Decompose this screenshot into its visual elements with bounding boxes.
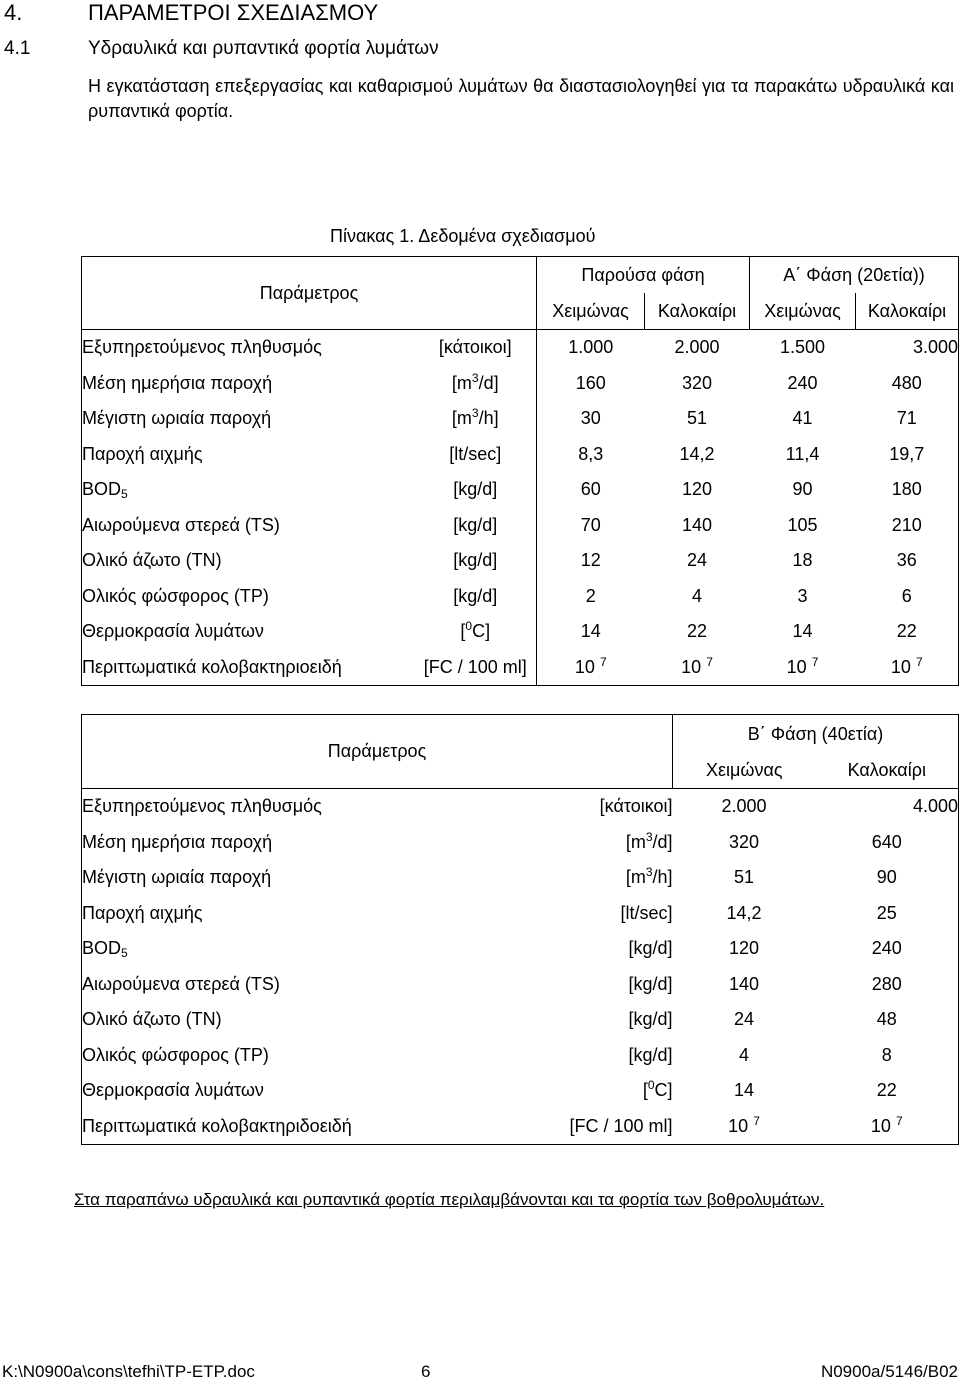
winter-header: Χειμώνας: [673, 753, 816, 789]
table-row: [82, 614, 959, 650]
section-title: ΠΑΡΑΜΕΤΡΟΙ ΣΧΕΔΙΑΣΜΟΥ: [88, 0, 379, 25]
value-cell: 2: [537, 579, 645, 615]
value-cell: 51: [687, 408, 708, 429]
param-name: Μέγιστη ωριαία παροχή: [82, 860, 515, 896]
table-row: [82, 1038, 959, 1074]
param-unit: [lt/sec]: [620, 902, 673, 923]
value-cell: 90: [792, 479, 813, 500]
param-unit: [lt/sec]: [449, 443, 502, 464]
value-cell: 10 $^7$: [537, 650, 645, 686]
table-row: [82, 508, 959, 544]
value-cell: 8,3: [537, 437, 645, 473]
table-row: [82, 437, 959, 473]
value-cell: 10 $^7$: [816, 1109, 959, 1145]
value-cell: 480: [856, 366, 959, 402]
param-name: Μέση ημερήσια παροχή: [82, 825, 515, 861]
value-cell: 140: [681, 514, 713, 535]
caption-text: Δεδομένα σχεδιασμού: [418, 226, 596, 246]
value-cell: 48: [816, 1002, 959, 1038]
param-unit: [$^0$C]: [460, 619, 491, 642]
table-caption: [330, 226, 596, 247]
value-cell: 36: [856, 543, 959, 579]
table-row: [82, 931, 959, 967]
value-cell: 22: [816, 1073, 959, 1109]
value-cell: 14,2: [679, 443, 715, 464]
design-data-table-1: [81, 256, 959, 686]
table-row: [82, 330, 959, 366]
param-unit: [kg/d]: [453, 585, 498, 606]
param-name: $BOD_5$: [82, 931, 515, 967]
param-unit: [FC / 100 ml]: [415, 650, 537, 686]
value-cell: 4: [739, 1044, 750, 1065]
value-cell: 640: [816, 825, 959, 861]
param-name: Αιωρούμενα στερεά (TS): [82, 508, 415, 544]
footer-document-code: N0900a/5146/B02: [820, 1362, 958, 1381]
value-cell: 6: [856, 579, 959, 615]
table-row: [82, 825, 959, 861]
value-cell: 14,2: [726, 902, 762, 923]
param-name: Ολικό άζωτο (TN): [82, 1002, 515, 1038]
value-cell: 10 $^7$: [856, 650, 959, 686]
value-cell: 30: [537, 401, 645, 437]
param-name: Περιττωματικά κολοβακτηριοειδή: [82, 650, 415, 686]
design-data-table-2: [81, 714, 959, 1145]
param-name: Ολικός φώσφορος (TP): [82, 1038, 515, 1074]
param-unit: [κάτοικοι]: [415, 330, 537, 366]
table-row: [82, 789, 959, 825]
param-name: Ολικό άζωτο (TN): [82, 543, 415, 579]
value-cell: 14: [537, 614, 645, 650]
footer-file-path: K:\N0900a\cons\tefhi\TP-ETP.doc: [2, 1362, 255, 1381]
caption-label: Πίνακας 1.: [330, 226, 415, 246]
value-cell: 120: [681, 479, 713, 500]
value-cell: 1.000: [537, 330, 645, 366]
section-number: 4.: [4, 0, 23, 25]
value-cell: 10 $^7$: [750, 650, 856, 686]
param-name: Μέση ημερήσια παροχή: [82, 366, 415, 402]
param-unit: [kg/d]: [628, 1009, 673, 1030]
table-row: [82, 1002, 959, 1038]
param-name: Θερμοκρασία λυμάτων: [82, 614, 415, 650]
summer-header: Καλοκαίρι: [645, 293, 750, 330]
value-cell: 22: [687, 621, 708, 642]
param-name: Μέγιστη ωριαία παροχή: [82, 401, 415, 437]
table-note: Στα παραπάνω υδραυλικά και ρυπαντικά φορτία περιλαμβάνονται και τα φορτία των βοθρολυμάτων.: [74, 1190, 825, 1209]
value-cell: 19,7: [856, 437, 959, 473]
value-cell: 140: [728, 973, 760, 994]
table-row: [82, 896, 959, 932]
value-cell: 14: [734, 1080, 755, 1101]
value-cell: 10 $^7$: [673, 1109, 816, 1145]
param-name: Θερμοκρασία λυμάτων: [82, 1073, 515, 1109]
value-cell: 1.500: [750, 330, 856, 366]
param-unit: [kg/d]: [628, 1044, 673, 1065]
winter-header: Χειμώνας: [537, 293, 645, 330]
param-unit: [$^0$C]: [642, 1078, 673, 1101]
param-unit: $[m^3/h]$: [451, 406, 499, 429]
value-cell: 22: [856, 614, 959, 650]
param-name: Εξυπηρετούμενος πληθυσμός: [82, 330, 415, 366]
table-row: [82, 650, 959, 686]
table-header-row: [82, 257, 959, 294]
section-heading: [4, 0, 378, 26]
value-cell: 4: [692, 585, 703, 606]
value-cell: 320: [681, 372, 713, 393]
summer-header: Καλοκαίρι: [816, 753, 959, 789]
param-unit: [kg/d]: [453, 550, 498, 571]
summer-header: Καλοκαίρι: [856, 293, 959, 330]
value-cell: 4.000: [816, 789, 959, 825]
param-header: Παράμετρος: [82, 715, 673, 789]
param-unit: [kg/d]: [453, 479, 498, 500]
param-unit: $[m^3/d]$: [451, 370, 499, 393]
value-cell: 240: [787, 372, 818, 393]
value-cell: 180: [856, 472, 959, 508]
value-cell: 105: [787, 514, 818, 535]
value-cell: 14: [792, 621, 813, 642]
value-cell: 24: [734, 1009, 755, 1030]
value-cell: 51: [734, 867, 755, 888]
winter-header: Χειμώνας: [750, 293, 856, 330]
value-cell: 280: [816, 967, 959, 1003]
subsection-title: Υδραυλικά και ρυπαντικά φορτία λυμάτων: [88, 38, 439, 59]
phase-a-header: Α΄ Φάση (20ετία)): [750, 257, 959, 294]
param-name: $BOD_5$: [82, 472, 415, 508]
table-header-row: [82, 715, 959, 754]
param-unit: [kg/d]: [628, 938, 673, 959]
table-row: [82, 401, 959, 437]
value-cell: 2.000: [645, 330, 750, 366]
param-unit: [kg/d]: [628, 973, 673, 994]
footer-page-number: 6: [421, 1362, 431, 1381]
value-cell: 8: [816, 1038, 959, 1074]
subsection-heading: [4, 38, 439, 60]
value-cell: 90: [816, 860, 959, 896]
value-cell: 41: [792, 408, 813, 429]
table-row: [82, 579, 959, 615]
param-name: Αιωρούμενα στερεά (TS): [82, 967, 515, 1003]
phase-current-header: Παρούσα φάση: [537, 257, 750, 294]
param-unit: [kg/d]: [453, 514, 498, 535]
param-name: Εξυπηρετούμενος πληθυσμός: [82, 789, 515, 825]
table-row: [82, 472, 959, 508]
phase-b-header: Β΄ Φάση (40ετία): [673, 715, 959, 754]
param-unit: $[m^3/d]$: [625, 829, 673, 852]
value-cell: 3: [797, 585, 808, 606]
value-cell: 2.000: [673, 789, 816, 825]
value-cell: 12: [537, 543, 645, 579]
table-row: [82, 366, 959, 402]
param-name: Περιττωματικά κολοβακτηριδοειδή: [82, 1109, 515, 1145]
value-cell: 160: [537, 366, 645, 402]
value-cell: 60: [537, 472, 645, 508]
param-name: Παροχή αιχμής: [82, 437, 415, 473]
value-cell: 240: [816, 931, 959, 967]
value-cell: 71: [856, 401, 959, 437]
value-cell: 320: [728, 831, 760, 852]
value-cell: 24: [687, 550, 708, 571]
intro-paragraph: Η εγκατάσταση επεξεργασίας και καθαρισμού λυμάτων θα διαστασιολογηθεί για τα παρακάτω υδραυλικά και ρυπαντικά φορτία.: [88, 76, 954, 121]
param-unit: [FC / 100 ml]: [515, 1109, 673, 1145]
value-cell: 18: [792, 550, 813, 571]
param-name: Παροχή αιχμής: [82, 896, 515, 932]
value-cell: 10 $^7$: [645, 650, 750, 686]
param-name: Ολικός φώσφορος (TP): [82, 579, 415, 615]
table-row: [82, 543, 959, 579]
value-cell: 70: [537, 508, 645, 544]
param-unit: $[m^3/h]$: [625, 865, 673, 888]
table-row: [82, 1109, 959, 1145]
table-row: [82, 1073, 959, 1109]
subsection-number: 4.1: [4, 38, 31, 59]
value-cell: 3.000: [856, 330, 959, 366]
table-row: [82, 967, 959, 1003]
value-cell: 210: [856, 508, 959, 544]
table-row: [82, 860, 959, 896]
param-header: Παράμετρος: [82, 257, 537, 330]
value-cell: 120: [728, 938, 760, 959]
value-cell: 11,4: [785, 443, 820, 464]
value-cell: 25: [816, 896, 959, 932]
param-unit: [κάτοικοι]: [515, 789, 673, 825]
